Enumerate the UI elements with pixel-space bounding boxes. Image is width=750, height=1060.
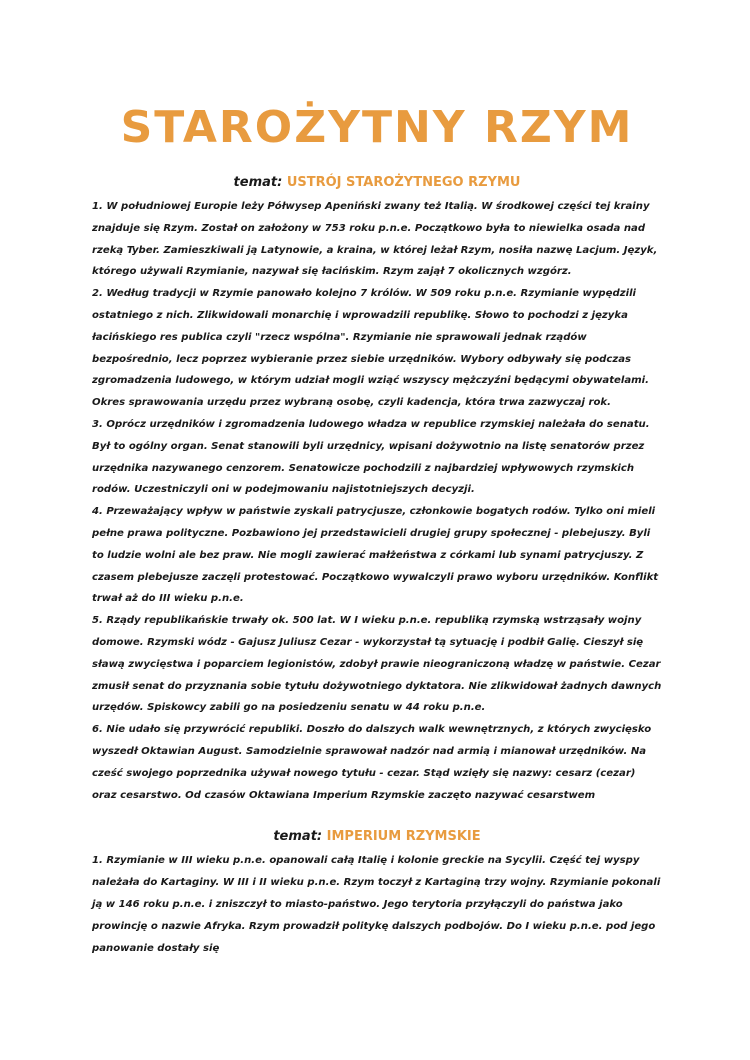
topic-value: USTRÓJ STAROŻYTNEGO RZYMU <box>286 175 521 190</box>
paragraph: 6. Nie udało się przywrócić republiki. Doszło do dalszych walk wewnętrznych, z których zwycięsko wyszedł Oktawian August. Samodzielnie sprawował nadzór nad armią i mianował urzędników. Na cześć swojego poprzednika używał nowego tytułu - cezar. Stąd wzięły się nazwy: cesarz (cezar) oraz cesarstwo. Od czasów Oktawiana Imperium Rzymskie zaczęto nazywać cesarstwem <box>92 724 652 801</box>
topic-label: temat: <box>273 829 323 845</box>
section-topic <box>92 174 662 192</box>
paragraph: 1. W południowej Europie leży Półwysep Apeniński zwany też Italią. W środkowej części tej krainy znajduje się Rzym. Został on założony w 753 roku p.n.e. Początkowo była to niewielka osada nad rzeką Tyber. Zamieszkiwali ją Latynowie, a kraina, w której leżał Rzym, nosiła nazwę Lacjum. Język, którego używali Rzymianie, nazywał się łacińskim. Rzym zajął 7 okolicznych wzgórz. <box>92 201 658 278</box>
section-topic <box>92 828 662 846</box>
paragraph: 2. Według tradycji w Rzymie panowało kolejno 7 królów. W 509 roku p.n.e. Rzymianie wypędzili ostatniego z nich. Zlikwidowali monarchię i wprowadzili republikę. Słowo to pochodzi z języka łacińskiego res publica czyli "rzecz wspólna". Rzymianie nie sprawowali jednak rządów bezpośrednio, lecz poprzez wybieranie przez siebie urzędników. Wybory odbywały się podczas zgromadzenia ludowego, w którym udział mogli wziąć wszyscy mężczyźni będącymi obywatelami. Okres sprawowania urzędu przez wybraną osobę, czyli kadencja, która trwa zazwyczaj rok. <box>92 288 649 409</box>
topic-label: temat: <box>233 175 283 190</box>
paragraph: 3. Oprócz urzędników i zgromadzenia ludowego władza w republice rzymskiej należała do senatu. Był to ogólny organ. Senat stanowili byli urzędnicy, wpisani dożywotnio na listę senatorów przez urzędnika nazywanego cenzorem. Senatowicze pochodzili z najbardziej wpływowych rzymskich rodów. Uczestniczyli oni w podejmowaniu najistotniejszych decyzji. <box>92 418 650 496</box>
topic-value: IMPERIUM RZYMSKIE <box>326 829 481 845</box>
page-title: STAROŻYTNY RZYM <box>120 102 634 153</box>
paragraph: 4. Przeważający wpływ w państwie zyskali patrycjusze, członkowie bogatych rodów. Tylko oni mieli pełne prawa polityczne. Pozbawiono jej przedstawicieli drugiej grupy społecznej - plebejuszy. Byli to ludzie wolni ale bez praw. Nie mogli zawierać małżeństwa z córkami lub synami patrycjuszy. Z czasem plebejusze zaczęli protestować. Początkowo wywalczyli prawo wyboru urzędników. Konflikt trwał aż do III wieku p.n.e. <box>92 506 659 605</box>
paragraph: 5. Rządy republikańskie trwały ok. 500 lat. W I wieku p.n.e. republiką rzymską wstrząsały wojny domowe. Rzymski wódz - Gajusz Juliusz Cezar - wykorzystał tą sytuację i podbił Galię. Cieszył się sławą zwycięstwa i poparciem legionistów, zdobył prawie nieograniczoną władzę w państwie. Cezar zmusił senat do przyznania sobie tytułu dożywotniego dyktatora. Nie zlikwidował żadnych dawnych urzędów. Spiskowcy zabili go na posiedzeniu senatu w 44 roku p.n.e. <box>92 615 662 714</box>
paragraph: 1. Rzymianie w III wieku p.n.e. opanowali całą Italię i kolonie greckie na Sycylii. Część tej wyspy należała do Kartaginy. W III i II wieku p.n.e. Rzym toczył z Kartaginą trzy wojny. Rzymianie pokonali ją w 146 roku p.n.e. i zniszczył to miasto-państwo. Jego terytoria przyłączyli do państwa jako prowincję o nazwie Afryka. Rzym prowadził politykę dalszych podbojów. Do I wieku p.n.e. pod jego panowanie dostały się <box>92 855 661 954</box>
